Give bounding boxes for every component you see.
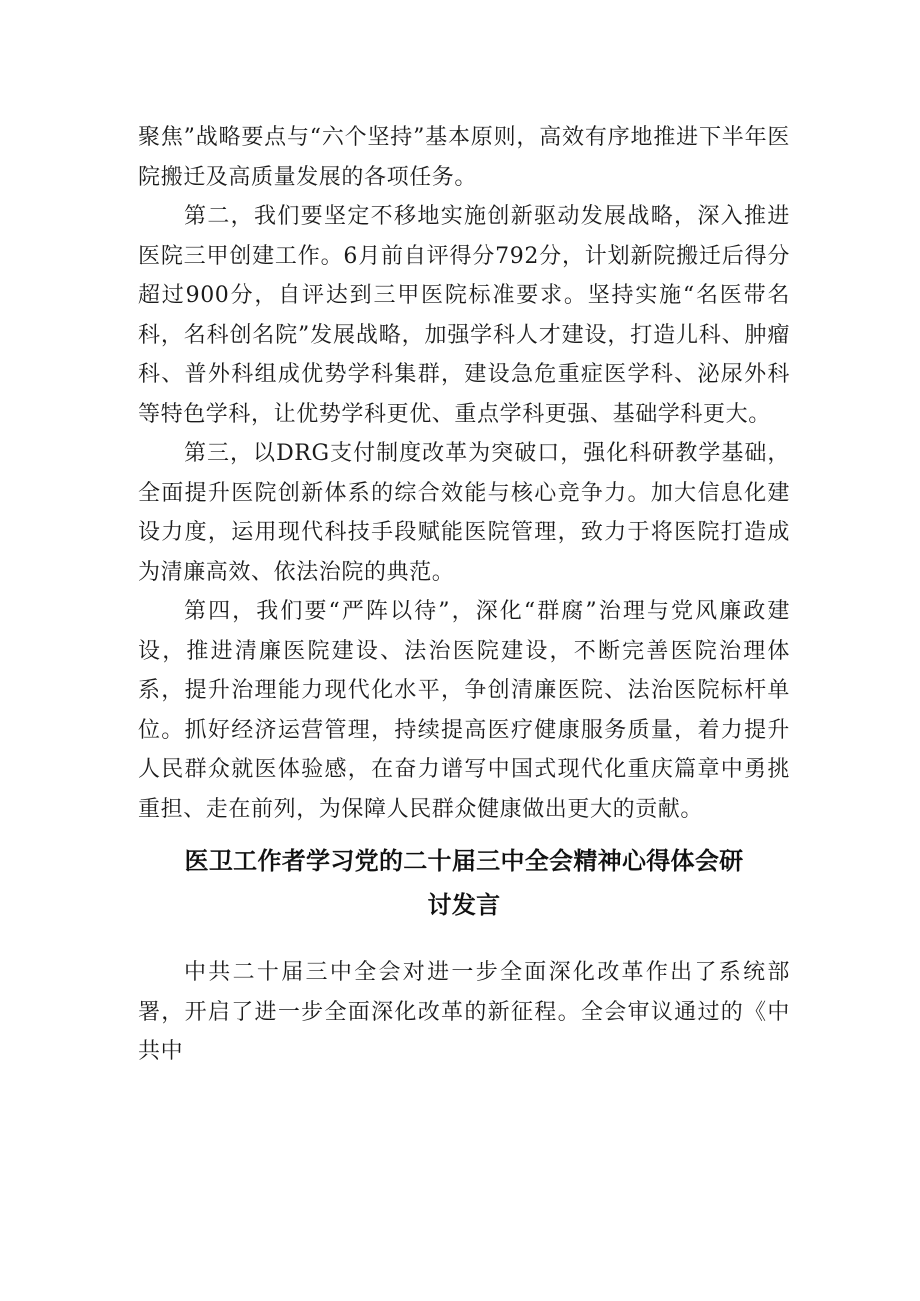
heading-spacer — [138, 927, 790, 953]
section-heading-line-2: 讨发言 — [427, 891, 501, 919]
paragraph-third: 第三，以DRG支付制度改革为突破口，强化科研教学基础，全面提升医院创新体系的综合效能与核心竞争力。加大信息化建设力度，运用现代科技手段赋能医院管理，致力于将医院打造成为清廉高效、依法治院的典范。 — [138, 441, 790, 585]
paragraph-intro: 中共二十届三中全会对进一步全面深化改革作出了系统部署，开启了进一步全面深化改革的新征程。全会审议通过的《中共中 — [138, 960, 790, 1064]
paragraph-second: 第二，我们要坚定不移地实施创新驱动发展战略，深入推进医院三甲创建工作。6月前自评得分792分，计划新院搬迁后得分超过900分，自评达到三甲医院标准要求。坚持实施“名医带名科，名科创名院”发展战略，加强学科人才建设，打造儿科、肿瘤科、普外科组成优势学科集群，建设急危重症医学科、泌尿外科等特色学科，让优势学科更优、重点学科更强、基础学科更大。 — [138, 204, 790, 427]
document-page — [138, 118, 790, 1072]
paragraph-fourth: 第四，我们要“严阵以待”，深化“群腐”治理与党风廉政建设，推进清廉医院建设、法治医院建设，不断完善医院治理体系，提升治理能力现代化水平，争创清廉医院、法治医院标杆单位。抓好经济运营管理，持续提高医疗健康服务质量，着力提升人民群众就医体验感，在奋力谱写中国式现代化重庆篇章中勇挑重担、走在前列，为保障人民群众健康做出更大的贡献。 — [138, 599, 790, 822]
paragraph-continuation: 聚焦”战略要点与“六个坚持”基本原则，高效有序地推进下半年医院搬迁及高质量发展的各项任务。 — [138, 125, 790, 190]
section-heading-line-1: 医卫工作者学习党的二十届三中全会精神心得体会研 — [184, 847, 744, 875]
section-heading — [138, 839, 790, 927]
